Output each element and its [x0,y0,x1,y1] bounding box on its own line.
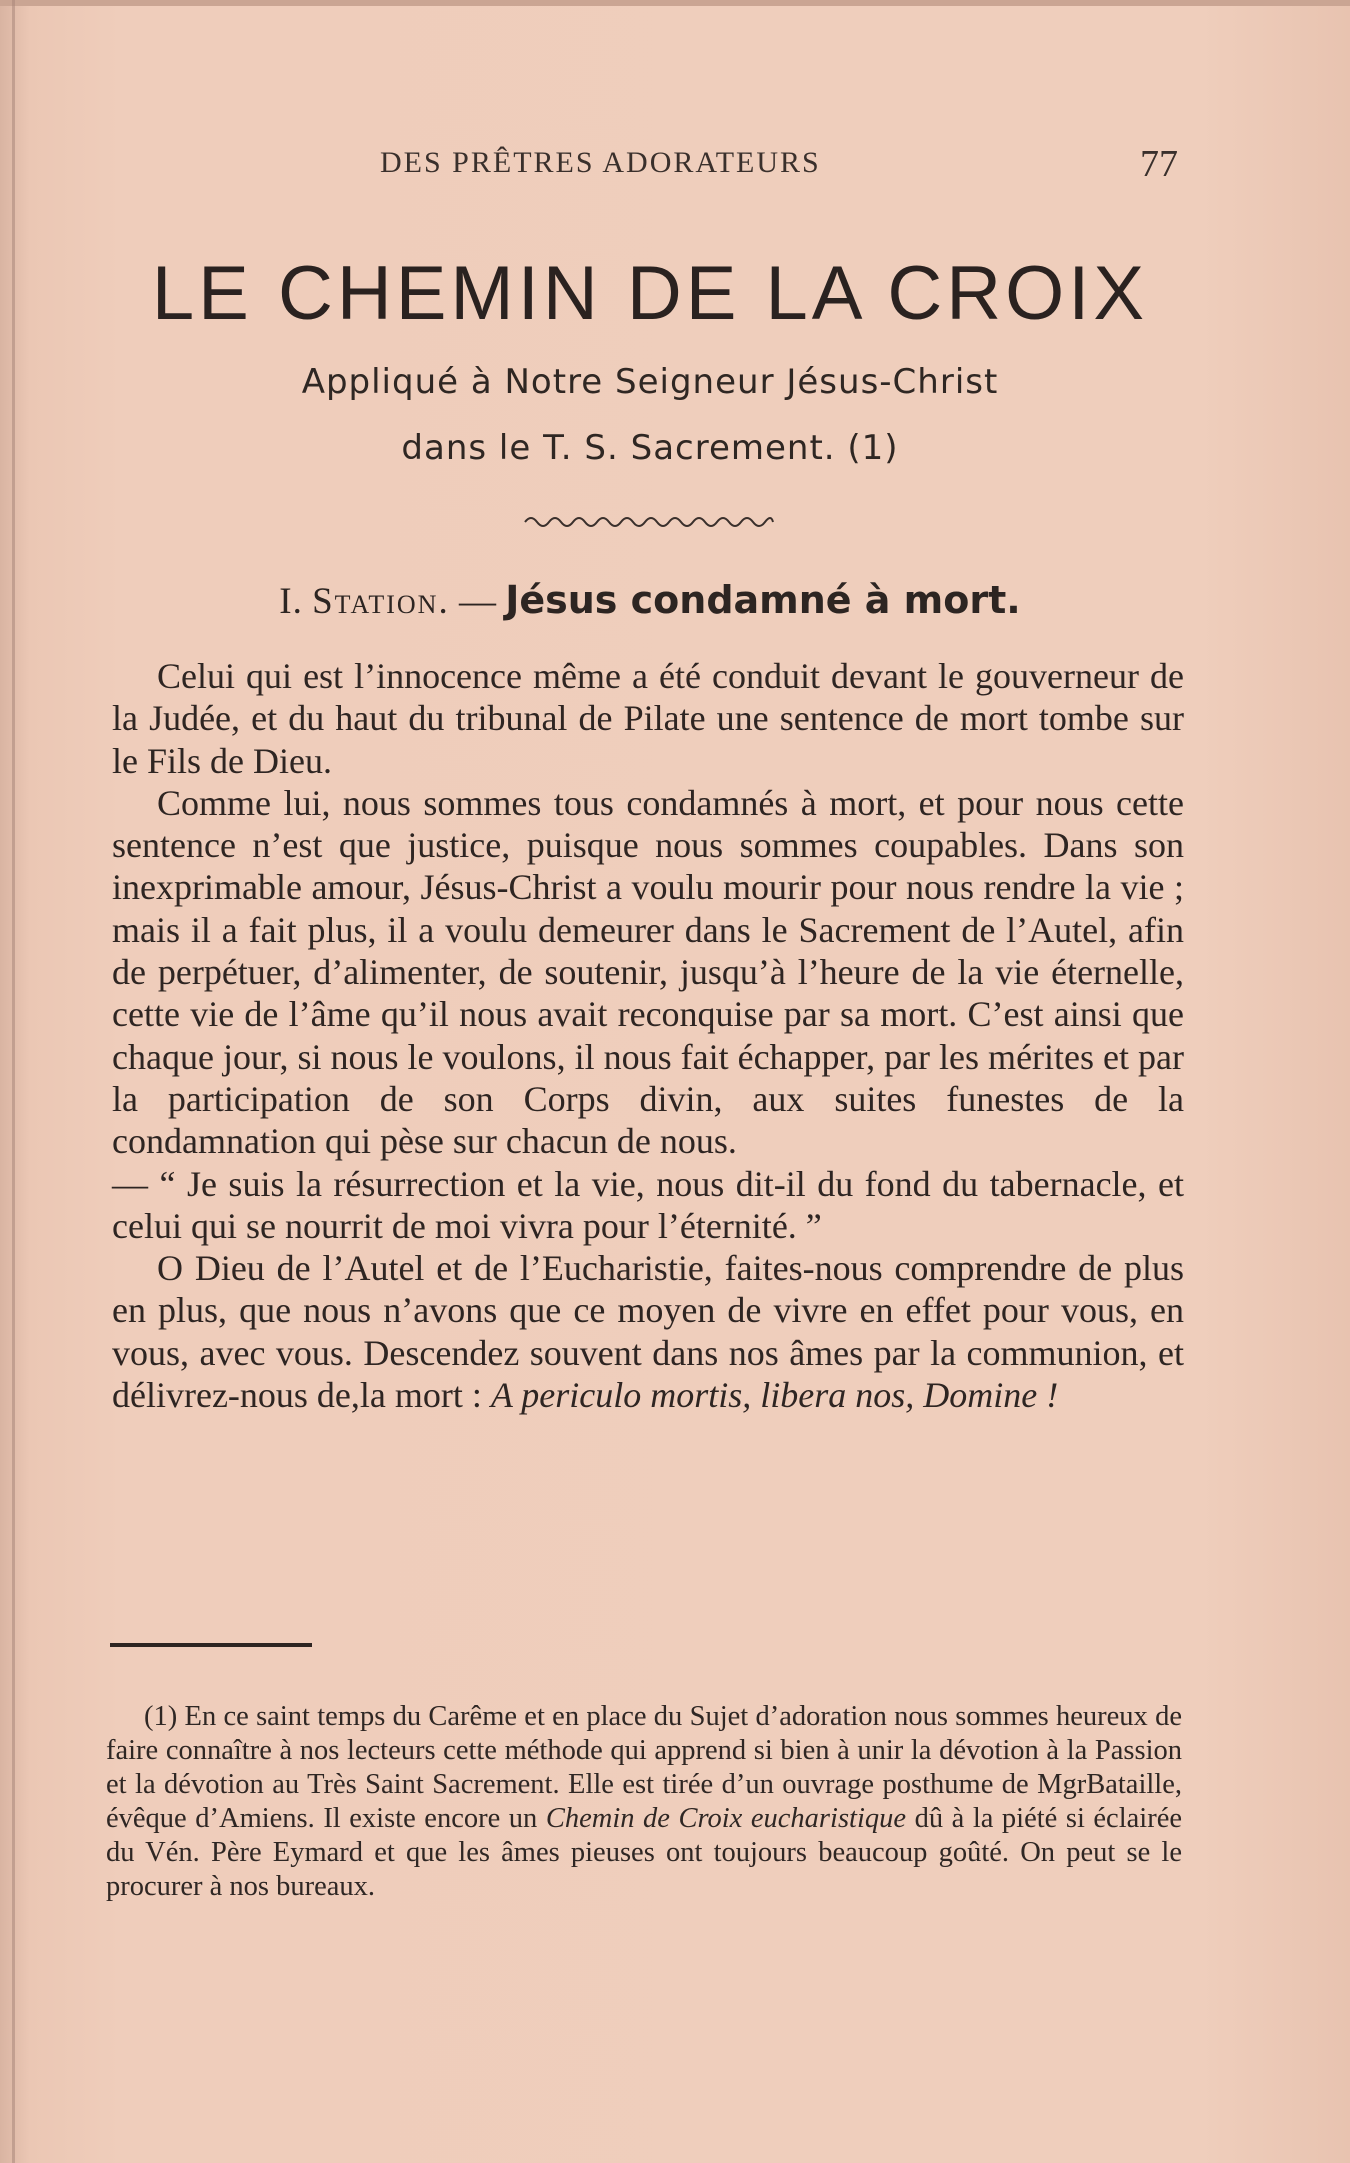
footnote-rule [110,1643,312,1647]
paragraph-3: — “ Je suis la résurrection et la vie, nous dit-il du fond du tabernacle, et celui qui se nourrit de moi vivra pour l’éternité. ” [112,1163,1184,1246]
chapter-title: LE CHEMIN DE LA CROIX [151,251,1149,336]
subtitle-line-2: dans le T. S. Sacrement. (1) [401,428,899,468]
prayer-paragraph [112,1247,1184,1416]
page-top-edge [0,0,1350,6]
footnote [106,1700,1182,1904]
station-title: Jésus condamné à mort. [505,578,1021,622]
station-heading [110,578,1190,623]
binding-edge [12,0,15,2163]
paragraph-2: Comme lui, nous sommes tous condamnés à mort, et pour nous cette sentence n’est que justice, puisque nous sommes coupables. Dans son inexprimable amour, Jésus-Christ a voulu mourir pour nous rendre la vie ; mais il a fait plus, il a voulu demeurer dans le Sacrement de l’Autel, afin de perpétuer, d’alimenter, de soutenir, jusqu’à l’heure de la vie éternelle, cette vie de l’âme qu’il nous avait reconquise par sa mort. C’est ainsi que chaque jour, si nous le voulons, il nous fait échapper, par les mérites et par la participation de son Corps divin, aux suites funestes de la condamnation qui pèse sur chacun de nous. [112,782,1184,1162]
prayer-latin: A periculo mortis, libera nos, Domine ! [490,1375,1059,1416]
station-dash: — [458,581,496,622]
page-number: 77 [1140,143,1178,185]
station-label: Station. [312,581,450,622]
footnote-italic: Chemin de Croix eucharistique [545,1803,907,1834]
prayer-text: O Dieu de l’Autel et de l’Eucharistie, faites-nous comprendre de plus en plus, que nous n’avons que ce moyen de vivre en effet pour vous, en vous, avec vous. Descendez souvent dans nos âmes par la communion, et délivrez-nous de,la mort : [112,1248,1184,1416]
station-number: I. [279,581,303,622]
body-text [112,655,1184,1416]
footnote-text-2: dû à la piété si éclairée du Vén. Père Eymard et que les âmes pieuses ont toujours beaucoup goûté. On peut se le procurer à nos bureaux. [106,1803,1182,1902]
footnote-text-1: (1) En ce saint temps du Carême et en place du Sujet d’adoration nous sommes heureux de faire connaître à nos lecteurs cette méthode qui apprend si bien à unir la dévotion à la Passion et la dévotion au Très Saint Sacrement. Elle est tirée d’un ouvrage posthume de MgrBataille, évêque d’Amiens. Il existe encore un [106,1701,1182,1834]
subtitle-line-1: Appliqué à Notre Seigneur Jésus-Christ [301,362,999,402]
ornament-divider [523,512,775,532]
running-head: DES PRÊTRES ADORATEURS [380,146,821,179]
paragraph-1: Celui qui est l’innocence même a été conduit devant le gouverneur de la Judée, et du haut du tribunal de Pilate une sentence de mort tombe sur le Fils de Dieu. [112,656,1184,781]
